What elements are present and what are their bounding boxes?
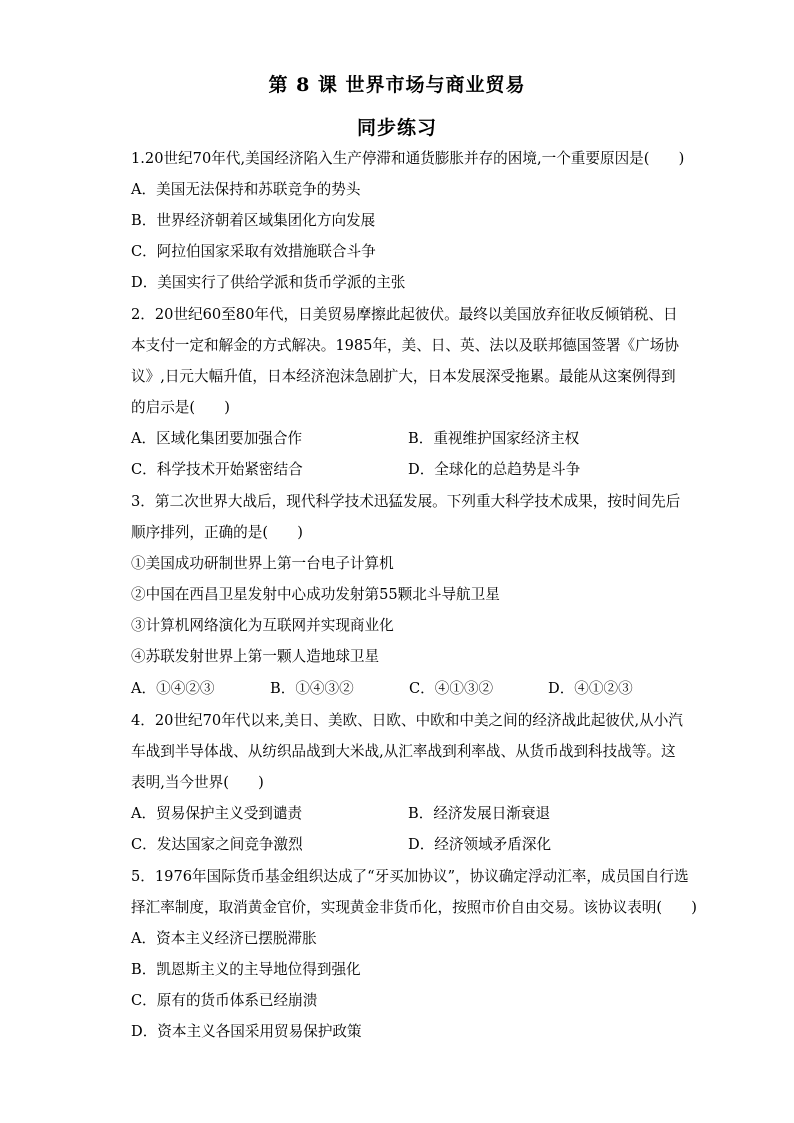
question-2-stem-line-2: 本支付一定和解金的方式解决。1985年，美、日、英、法以及联邦德国签署《广场协 (131, 337, 679, 354)
question-2-stem-line-3: 议》,日元大幅升值，日本经济泡沫急剧扩大，日本发展深受拖累。最能从这案例得到 (131, 368, 676, 385)
question-3-option-b: B．①④③② (270, 680, 354, 697)
question-2-option-a: A．区域化集团要加强合作 (131, 430, 303, 447)
question-2-stem-line-1: 2．20世纪60至80年代，日美贸易摩擦此起彼伏。最终以美国放弃征收反倾销税、日 (131, 306, 678, 323)
question-3-stem-line-1: 3．第二次世界大战后，现代科学技术迅猛发展。下列重大科学技术成果，按时间先后 (131, 493, 681, 510)
question-2-option-b: B．重视维护国家经济主权 (408, 430, 580, 447)
question-3-option-a: A．①④②③ (131, 680, 215, 697)
question-2-option-d: D．全球化的总趋势是斗争 (408, 461, 581, 478)
question-1-option-b: B．世界经济朝着区域集团化方向发展 (131, 212, 376, 229)
question-4-option-b: B．经济发展日渐衰退 (408, 805, 551, 822)
question-5-option-b: B．凯恩斯主义的主导地位得到强化 (131, 961, 361, 978)
question-4-option-c: C．发达国家之间竞争激烈 (131, 836, 303, 853)
question-3-option-d: D．④①②③ (548, 680, 633, 697)
question-3-option-c: C．④①③② (409, 680, 494, 697)
question-2-stem-line-4: 的启示是( ) (131, 399, 230, 416)
question-3-stem-line-2: 顺序排列，正确的是( ) (131, 524, 303, 541)
question-2-option-c: C．科学技术开始紧密结合 (131, 461, 303, 478)
question-4-option-a: A．贸易保护主义受到谴责 (131, 805, 303, 822)
question-3-item-1: ①美国成功研制世界上第一台电子计算机 (131, 555, 394, 572)
question-4-stem-line-2: 车战到半导体战、从纺织品战到大米战,从汇率战到利率战、从货币战到科技战等。这 (131, 743, 676, 760)
question-1-option-d: D．美国实行了供给学派和货币学派的主张 (131, 274, 406, 291)
question-5-option-c: C．原有的货币体系已经崩溃 (131, 992, 318, 1009)
question-3-item-3: ③计算机网络演化为互联网并实现商业化 (131, 617, 394, 634)
question-4-stem-line-3: 表明,当今世界( ) (131, 774, 264, 791)
exercise-subtitle: 同步练习 (356, 117, 437, 139)
question-4-option-d: D．经济领域矛盾深化 (408, 836, 552, 853)
question-3-item-2: ②中国在西昌卫星发射中心成功发射第55颗北斗导航卫星 (131, 586, 500, 603)
lesson-title: 第 8 课 世界市场与商业贸易 (268, 74, 526, 96)
question-3-item-4: ④苏联发射世界上第一颗人造地球卫星 (131, 648, 380, 665)
question-1-stem: 1.20世纪70年代,美国经济陷入生产停滞和通货膨胀并存的困境,一个重要原因是( ) (131, 150, 685, 167)
question-1-option-c: C．阿拉伯国家采取有效措施联合斗争 (131, 243, 376, 260)
question-1-option-a: A．美国无法保持和苏联竞争的势头 (131, 181, 361, 198)
question-5-stem-line-1: 5．1976年国际货币基金组织达成了“牙买加协议”，协议确定浮动汇率，成员国自行选 (131, 868, 689, 885)
question-5-option-a: A．资本主义经济已摆脱滞胀 (131, 930, 317, 947)
question-4-stem-line-1: 4．20世纪70年代以来,美日、美欧、日欧、中欧和中美之间的经济战此起彼伏,从小汽 (131, 712, 683, 729)
question-5-option-d: D．资本主义各国采用贸易保护政策 (131, 1023, 362, 1040)
question-5-stem-line-2: 择汇率制度，取消黄金官价，实现黄金非货币化，按照市价自由交易。该协议表明( ) (131, 899, 697, 916)
